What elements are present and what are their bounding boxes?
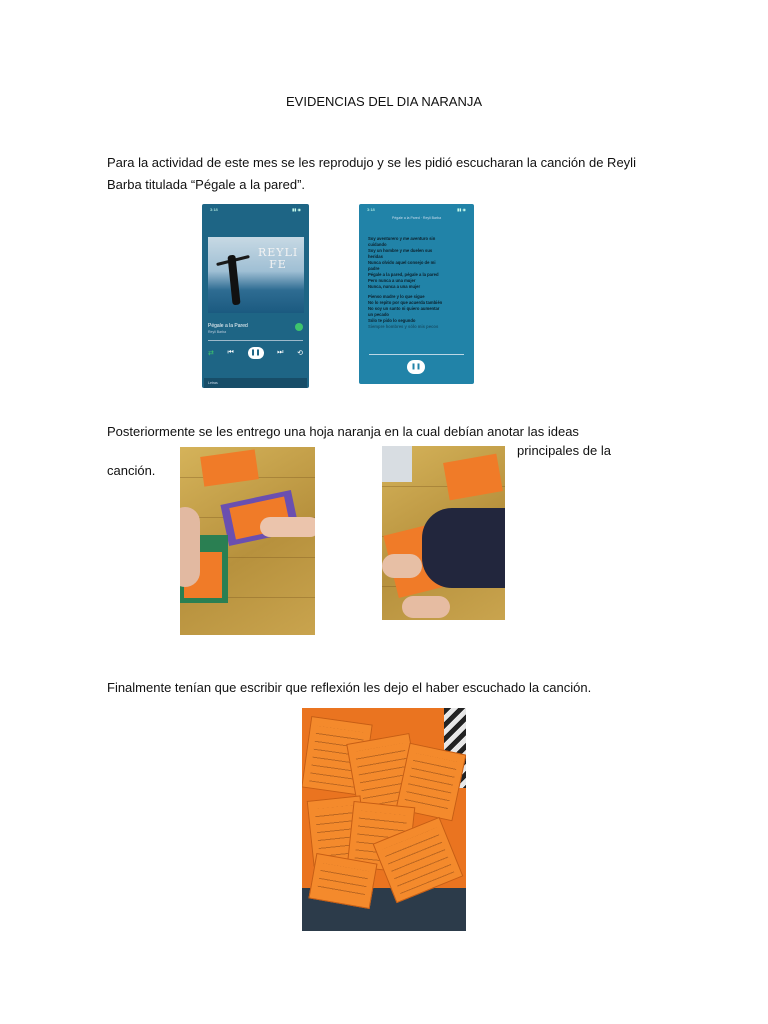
status-time: 3:18 xyxy=(210,207,218,212)
pause-icon: ❚❚ xyxy=(248,347,264,359)
shuffle-icon: ⇄ xyxy=(208,350,214,357)
signal-icon: ▮▮ ◉ xyxy=(291,207,301,212)
album-cover xyxy=(208,237,304,313)
lyrics-tab: Letras xyxy=(204,378,307,388)
song-title: Pégale a la Pared xyxy=(208,323,248,329)
paragraph-intro: Para la actividad de este mes se les reprodujo y se les pidió escucharan la canción de Reyli Barba titulada “Pégale a la pared”. xyxy=(107,155,636,192)
next-icon: ⏭ xyxy=(277,349,284,356)
singer-figure xyxy=(227,255,240,306)
photo-students-writing-1 xyxy=(180,447,315,635)
photo-orange-notes xyxy=(302,708,466,931)
status-bar xyxy=(367,207,466,213)
status-bar xyxy=(210,207,301,213)
paragraph-reflection: Finalmente tenían que escribir que reflexión les dejo el haber escuchado la canción. xyxy=(107,680,592,695)
status-time: 3:18 xyxy=(367,207,375,212)
photo-music-player xyxy=(202,204,309,388)
song-artist: Reyli Barba xyxy=(208,330,227,334)
liked-check-icon xyxy=(295,323,303,331)
repeat-icon: ⟲ xyxy=(297,350,303,357)
playback-controls xyxy=(208,347,303,359)
signal-icon: ▮▮ ◉ xyxy=(456,207,466,212)
lyrics-text: Soy aventurero y me aventuro sin cuidando Soy un hombre y me duelen sus heridas Nunca olvido aquel consejo de mi padre Pégale a la pared, pégale a la pared Pero nunca a una mujer Nunca, nunca a una mujer Pienso madre y lo que sigue No lo repito por que acuerda también No soy un santo ni quiero aumentar un pecado Sólo te pido lo segundo Siempre hombres y sólo mis pecos xyxy=(368,236,443,329)
lyrics-header: Pégale a la Pared · Reyli Barba xyxy=(391,216,442,220)
photo-lyrics-screen xyxy=(359,204,474,384)
progress-bar xyxy=(208,340,303,341)
pause-icon: ❚❚ xyxy=(407,360,425,374)
paragraph-sheet-part1: Posteriormente se les entrego una hoja naranja en la cual debían anotar las ideas xyxy=(107,424,579,439)
paragraph-sheet-part3: canción. xyxy=(107,463,156,478)
progress-bar xyxy=(369,354,464,355)
previous-icon: ⏮ xyxy=(227,349,234,356)
photo-students-writing-2 xyxy=(382,446,505,620)
page-title: EVIDENCIAS DEL DIA NARANJA xyxy=(285,94,482,109)
album-art-text: REYLI FE xyxy=(258,246,299,271)
paragraph-sheet-part2: principales de la xyxy=(517,443,611,458)
